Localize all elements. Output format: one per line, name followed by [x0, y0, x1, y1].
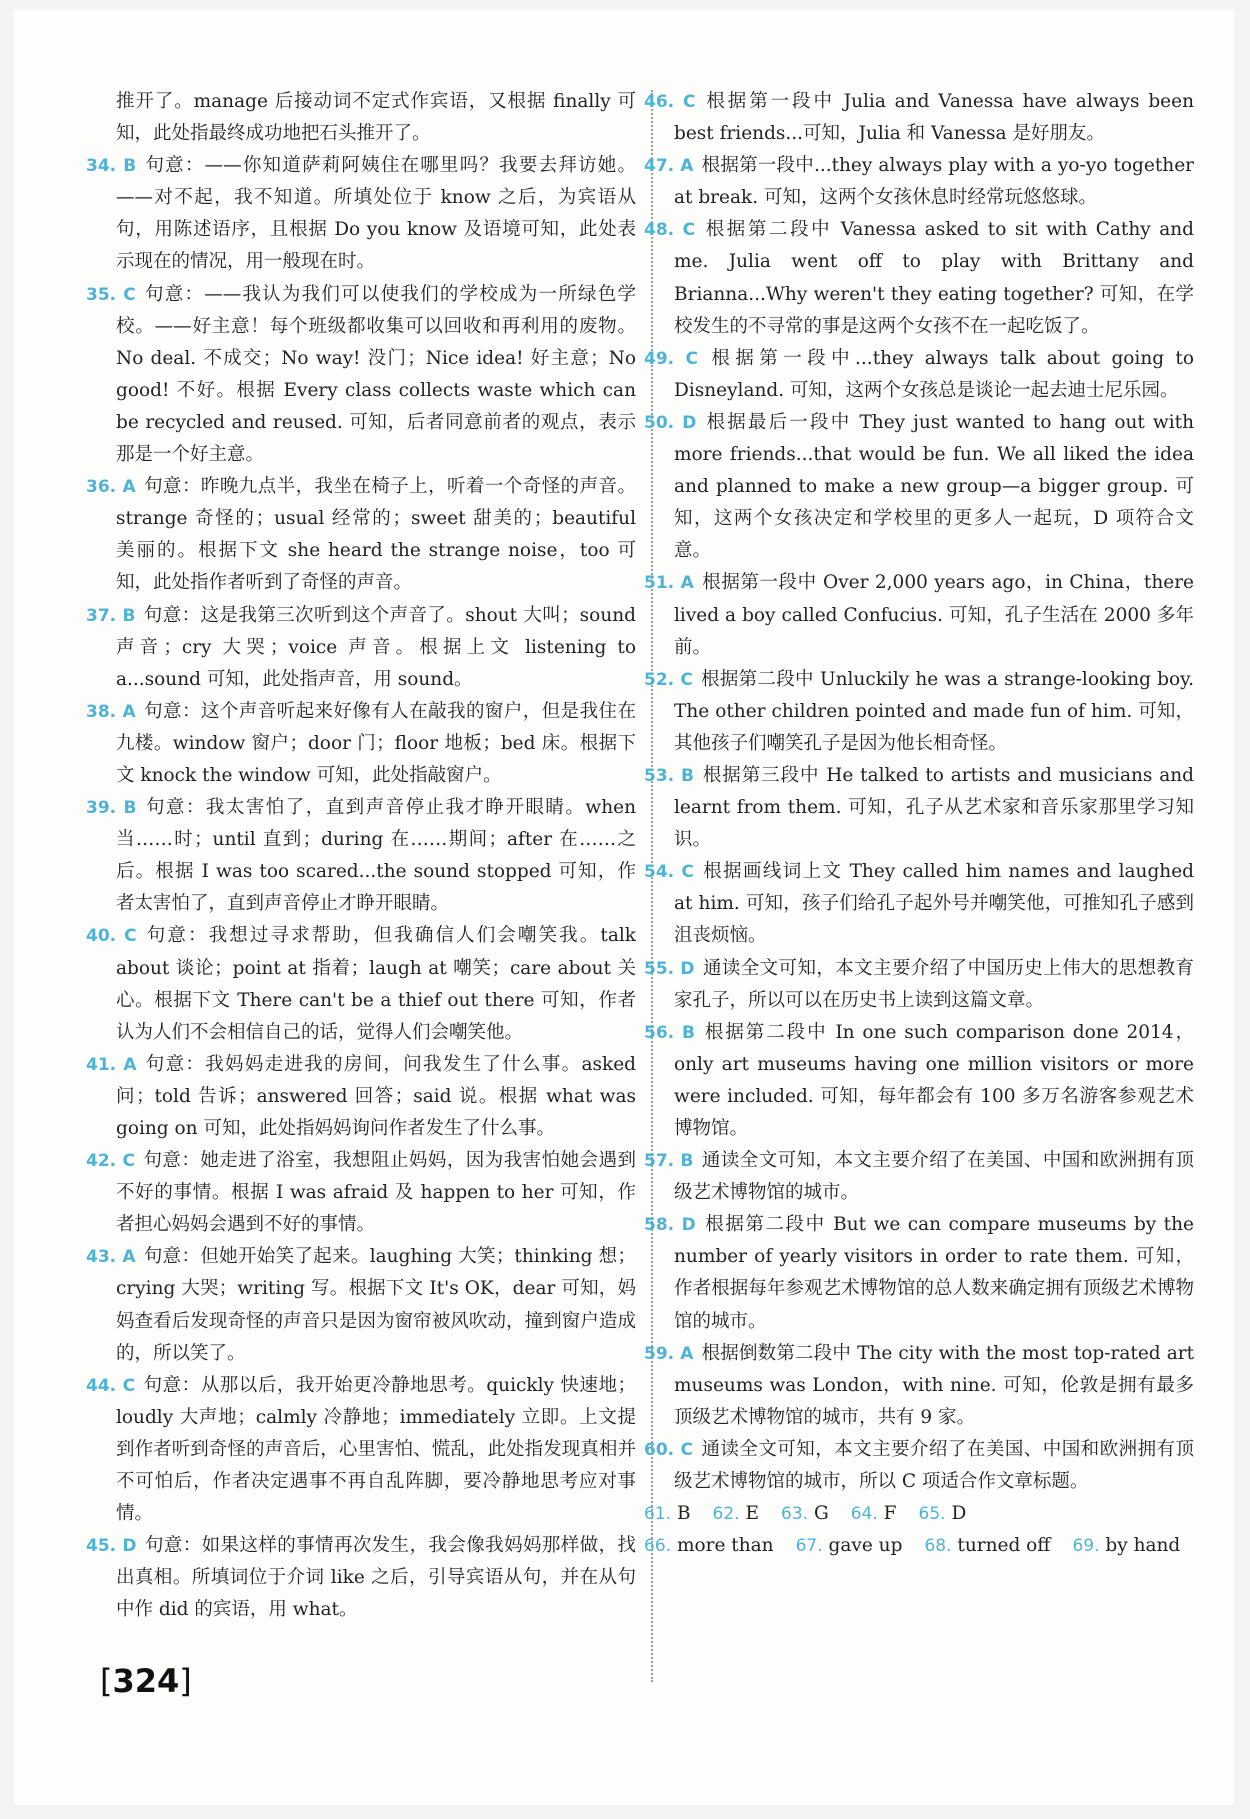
question-number: 61. — [644, 1504, 672, 1525]
question-number: 42. C — [86, 1151, 135, 1172]
explanation-text: 根据第二段中 Unluckily he was a strange-looking boy. The other children pointed and made fun of him. 可知，其他孩子们嘲笑孔子是因为他长相奇怪。 — [674, 668, 1195, 754]
answer-value: gave up — [828, 1535, 903, 1557]
question-number: 52. C — [644, 669, 693, 690]
question-number: 39. B — [86, 798, 137, 819]
answer-explanation — [644, 1209, 1194, 1337]
answer-explanation — [644, 760, 1194, 856]
answer-explanation — [86, 279, 636, 472]
answer-explanation — [644, 1338, 1194, 1434]
explanation-text: 根据第三段中 He talked to artists and musicians and learnt from them. 可知，孔子从艺术家和音乐家那里学习知识。 — [674, 764, 1194, 851]
question-number: 37. B — [86, 605, 136, 626]
question-number: 64. — [850, 1504, 878, 1525]
explanation-text: 句意：这是我第三次听到这个声音了。shout 大叫；sound 声音；cry 大哭；voice 声音。根据上文 listening to a...sound 可知，此处指声音，用 sound。 — [116, 604, 636, 690]
question-number: 53. B — [644, 765, 694, 786]
answer-explanation — [644, 1434, 1194, 1498]
answer-explanation — [644, 343, 1194, 407]
question-number: 55. D — [644, 958, 695, 979]
question-number: 41. A — [86, 1054, 137, 1075]
answer-explanation — [644, 1017, 1194, 1145]
answer-explanation — [86, 1370, 637, 1530]
question-number: 34. B — [86, 156, 137, 177]
question-number: 66. — [644, 1536, 672, 1557]
question-number: 38. A — [86, 701, 136, 722]
explanation-text: 句意：但她开始笑了起来。laughing 大笑；thinking 想；crying 大哭；writing 写。根据下文 It's OK，dear 可知，妈妈查看后发现奇怪的声音只是因为窗帘被风吹动，撞到窗户造成的，所以笑了。 — [116, 1246, 636, 1364]
answer-explanation — [86, 920, 637, 1048]
answer-explanation — [86, 792, 636, 920]
answer-explanation — [644, 1145, 1194, 1209]
question-number: 51. A — [644, 573, 694, 594]
explanation-text: 句意：从那以后，我开始更冷静地思考。quickly 快速地；loudly 大声地；calmly 冷静地；immediately 立即。上文提到作者听到奇怪的声音后，心里害怕、慌乱，此处指发现真相并不可怕后，作者决定遇事不再自乱阵脚，要冷静地思考应对事情。 — [116, 1374, 637, 1525]
question-number: 49. C — [644, 348, 698, 369]
answer-value: E — [745, 1503, 759, 1525]
question-number: 60. C — [644, 1439, 693, 1460]
explanation-text: 通读全文可知，本文主要介绍了在美国、中国和欧洲拥有顶级艺术博物馆的城市，所以 C 项适合作文章标题。 — [674, 1438, 1194, 1493]
left-column — [86, 86, 637, 1627]
answer-explanation — [644, 407, 1194, 567]
question-number: 46. C — [644, 92, 696, 112]
explanation-text: 根据倒数第二段中 The city with the most top-rated art museums was London，with nine. 可知，伦敦是拥有最多顶级艺术博物馆的城市，共有 9 家。 — [674, 1342, 1194, 1428]
question-number: 50. D — [644, 412, 697, 433]
answer-value: turned off — [957, 1535, 1051, 1557]
question-number: 47. A — [644, 156, 694, 177]
explanation-text: 根据最后一段中 They just wanted to hang out with more friends...that would be fun. We all liked the idea and planned to make a new group—a bigger group. 可知，这两个女孩决定和学校里的更多人一起玩，D 项符合文意。 — [674, 411, 1194, 562]
explanation-text: 句意：她走进了浴室，我想阻止妈妈，因为我害怕她会遇到不好的事情。根据 I was afraid 及 happen to her 可知，作者担心妈妈会遇到不好的事情。 — [116, 1150, 636, 1236]
answer-explanation — [644, 664, 1195, 760]
answer-explanation — [86, 1145, 636, 1241]
question-number: 36. A — [86, 477, 136, 498]
explanation-text: 根据第二段中 In one such comparison done 2014，only art museums having one million visitors or more were included. 可知，每年都会有 100 多万名游客参观艺术博物馆。 — [674, 1021, 1194, 1139]
answer-explanation — [86, 696, 636, 792]
question-number: 67. — [795, 1536, 823, 1557]
explanation-text: 推开了。manage 后接动词不定式作宾语，又根据 finally 可知，此处指最终成功地把石头推开了。 — [116, 91, 636, 145]
page-number: [324] — [100, 1662, 192, 1700]
explanation-text: 句意：这个声音听起来好像有人在敲我的窗户，但是我住在九楼。window 窗户；door 门；floor 地板；bed 床。根据下文 knock the window 可知，此处指敲窗户。 — [116, 700, 636, 786]
answer-explanation — [86, 1049, 636, 1145]
explanation-text: 根据第二段中 But we can compare museums by the number of yearly visitors in order to rate them. 可知，作者根据每年参观艺术博物馆的总人数来确定拥有顶级艺术博物馆的城市。 — [674, 1214, 1194, 1332]
explanation-text: 句意：我妈妈走进我的房间，问我发生了什么事。asked 问；told 告诉；answered 回答；said 说。根据 what was going on 可知，此处指妈妈询问作者发生了什么事。 — [116, 1053, 636, 1139]
explanation-text: 根据第二段中 Vanessa asked to sit with Cathy and me. Julia went off to play with Brittany and Brianna...Why weren't they eating together? 可知，在学校发生的不寻常的事是这两个女孩不在一起吃饭了。 — [674, 219, 1194, 337]
explanation-text: 句意：我太害怕了，直到声音停止我才睁开眼睛。when 当……时；until 直到；during 在……期间；after 在……之后。根据 I was too scared...the sound stopped 可知，作者太害怕了，直到声音停止才睁开眼睛。 — [116, 797, 636, 915]
explanation-text: 句意：我想过寻求帮助，但我确信人们会嘲笑我。talk about 谈论；point at 指着；laugh at 嘲笑；care about 关心。根据下文 There can't be a thief out there 可知，作者认为人们不会相信自己的话，觉得人们会嘲笑他。 — [116, 925, 637, 1043]
question-number: 54. C — [644, 862, 694, 883]
question-number: 56. B — [644, 1022, 695, 1043]
question-number: 35. C — [86, 284, 136, 305]
question-number: 40. C — [86, 926, 137, 947]
question-number: 62. — [712, 1504, 740, 1525]
answer-row — [644, 1498, 1194, 1530]
explanation-text: 句意：——你知道萨莉阿姨住在哪里吗？我要去拜访她。——对不起，我不知道。所填处位于 know 之后，为宾语从句，用陈述语序，且根据 Do you know 及语境可知，此处表示现在的情况，用一般现在时。 — [116, 155, 636, 273]
explanation-text: 根据第一段中 Over 2,000 years ago，in China，there lived a boy called Confucius. 可知，孔子生活在 2000 多年前。 — [674, 572, 1194, 658]
answer-value: F — [883, 1503, 897, 1525]
answer-value: G — [813, 1503, 829, 1525]
answer-explanation — [86, 1530, 636, 1626]
answer-row — [644, 1530, 1194, 1562]
question-number: 57. B — [644, 1151, 694, 1172]
explanation-text: 根据第一段中...they always talk about going to Disneyland. 可知，这两个女孩总是谈论一起去迪士尼乐园。 — [674, 347, 1194, 401]
explanation-text: 根据画线词上文 They called him names and laughed at him. 可知，孩子们给孔子起外号并嘲笑他，可推知孔子感到沮丧烦恼。 — [674, 861, 1195, 947]
answer-explanation — [644, 214, 1194, 342]
question-number: 44. C — [86, 1375, 136, 1396]
explanation-text: 句意：——我认为我们可以使我们的学校成为一所绿色学校。——好主意！每个班级都收集可以回收和再利用的废物。No deal. 不成交；No way! 没门；Nice idea! 好主意；No good! 不好。根据 Every class collects waste which can be recycled and reused. 可知，后者同意前者的观点，表示那是一个好主意。 — [116, 283, 636, 466]
answer-explanation — [86, 600, 636, 696]
explanation-text: 根据第一段中 Julia and Vanessa have always been best friends...可知，Julia 和 Vanessa 是好朋友。 — [674, 91, 1194, 145]
question-number: 59. A — [644, 1343, 694, 1364]
question-number: 43. A — [86, 1247, 136, 1268]
answer-value: more than — [676, 1535, 774, 1557]
answer-explanation — [644, 86, 1194, 150]
answer-explanation — [116, 86, 636, 150]
question-number: 48. C — [644, 220, 696, 241]
question-number: 63. — [781, 1504, 809, 1525]
answer-explanation — [644, 953, 1194, 1017]
explanation-text: 句意：昨晚九点半，我坐在椅子上，听着一个奇怪的声音。strange 奇怪的；usual 经常的；sweet 甜美的；beautiful 美丽的。根据下文 she heard the strange noise，too 可知，此处指作者听到了奇怪的声音。 — [116, 476, 636, 594]
answer-explanation — [86, 1241, 636, 1369]
answer-value: D — [951, 1503, 967, 1525]
question-number: 58. D — [644, 1215, 696, 1236]
explanation-text: 通读全文可知，本文主要介绍了中国历史上伟大的思想教育家孔子，所以可以在历史书上读到这篇文章。 — [674, 957, 1194, 1011]
answer-key-page — [14, 10, 1234, 1805]
answer-explanation — [644, 856, 1195, 952]
question-number: 65. — [918, 1504, 946, 1525]
answer-explanation — [644, 567, 1194, 663]
answer-value: B — [676, 1503, 691, 1525]
explanation-text: 根据第一段中...they always play with a yo-yo together at break. 可知，这两个女孩休息时经常玩悠悠球。 — [674, 155, 1194, 209]
explanation-text: 句意：如果这样的事情再次发生，我会像我妈妈那样做，找出真相。所填词位于介词 like 之后，引导宾语从句，并在从句中作 did 的宾语，用 what。 — [116, 1535, 636, 1621]
question-number: 68. — [924, 1536, 952, 1557]
answer-value: by hand — [1105, 1535, 1181, 1557]
question-number: 45. D — [86, 1536, 137, 1557]
explanation-text: 通读全文可知，本文主要介绍了在美国、中国和欧洲拥有顶级艺术博物馆的城市。 — [674, 1150, 1194, 1204]
answer-explanation — [86, 471, 636, 599]
right-column — [644, 86, 1195, 1562]
question-number: 69. — [1072, 1536, 1100, 1557]
answer-explanation — [86, 150, 636, 278]
answer-explanation — [644, 150, 1194, 214]
